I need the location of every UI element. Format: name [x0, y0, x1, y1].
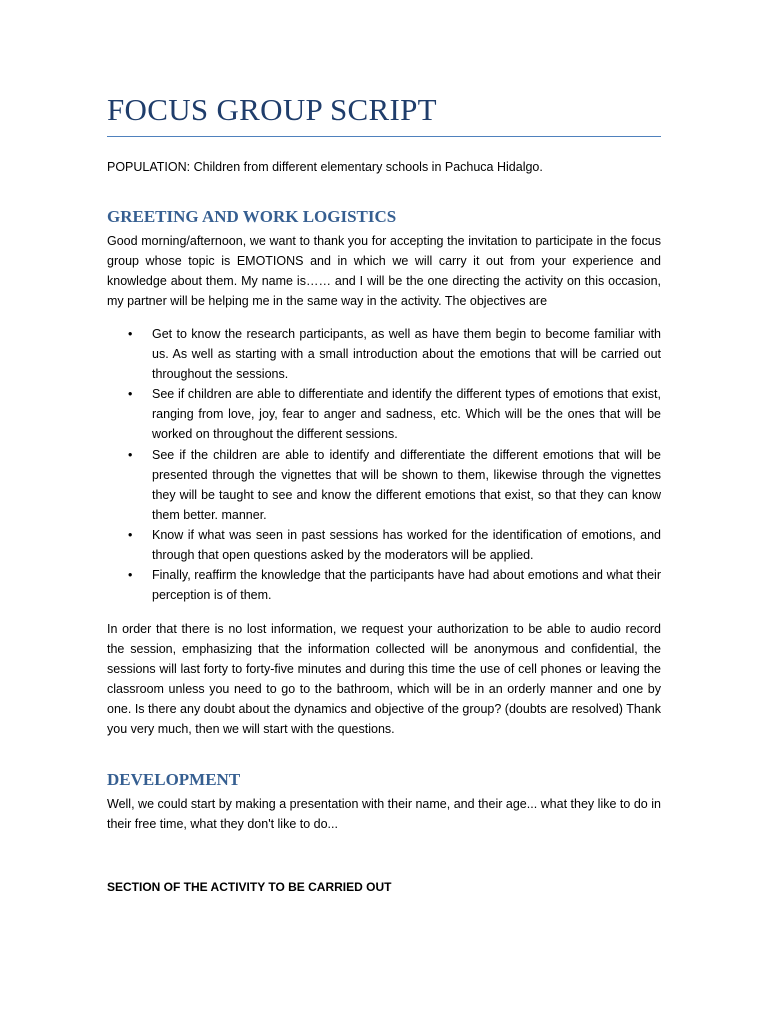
- objective-item: [107, 525, 661, 565]
- closing-paragraph: In order that there is no lost information, we request your authorization to be able to audio record the session, emphasizing that the information collected will be anonymous and confidential, the sessions will last forty to forty-five minutes and during this time the use of cell phones or leaving the classroom unless you need to go to the bathroom, which will be in an orderly manner and one by one. Is there any doubt about the dynamics and objective of the group? (doubts are resolved) Thank you very much, then we will start with the questions.: [107, 622, 661, 737]
- document-title: FOCUS GROUP SCRIPT: [107, 92, 437, 127]
- greeting-heading: GREETING AND WORK LOGISTICS: [107, 207, 397, 226]
- objectives-list: [107, 324, 661, 605]
- objective-text: See if the children are able to identify and differentiate the different emotions that will be presented through the vignettes that will be shown to them, likewise through the vignettes they will be taught to see and know the different emotions that exist, so that they can know them better. manner.: [152, 447, 661, 522]
- title-underline: [107, 136, 661, 137]
- objective-text: Get to know the research participants, as well as have them begin to become familiar with us. As well as starting with a small introduction about the emotions that will be carried out throughout the sessions.: [152, 327, 661, 382]
- bullet-icon: •: [128, 447, 133, 462]
- bullet-icon: •: [128, 387, 133, 402]
- development-heading: DEVELOPMENT: [107, 770, 241, 789]
- development-paragraph: Well, we could start by making a presentation with their name, and their age... what they like to do in their free time, what they don't like to do...: [107, 797, 661, 832]
- greeting-intro-paragraph: Good morning/afternoon, we want to thank you for accepting the invitation to participate in the focus group whose topic is EMOTIONS and in which we will carry it out from your experience and knowledge about them. My name is…… and I will be the one directing the activity on this occasion, my partner will be helping me in the same way in the activity. The objectives are: [107, 234, 661, 309]
- objective-item: [107, 565, 661, 605]
- objective-text: Know if what was seen in past sessions has worked for the identification of emotions, and through that open questions asked by the moderators will be applied.: [152, 527, 661, 563]
- objective-text: Finally, reaffirm the knowledge that the participants have had about emotions and what their perception is of them.: [152, 568, 661, 603]
- objective-text: See if children are able to differentiate and identify the different types of emotions that exist, ranging from love, joy, fear to anger and sadness, etc. Which will be the ones that will be worked on throughout the different sessions.: [152, 387, 661, 442]
- population-line: POPULATION: Children from different elementary schools in Pachuca Hidalgo.: [107, 160, 543, 174]
- objective-item: [107, 384, 661, 444]
- bullet-icon: •: [128, 327, 133, 341]
- activity-section-label: SECTION OF THE ACTIVITY TO BE CARRIED OUT: [107, 880, 392, 894]
- bullet-icon: •: [128, 568, 133, 583]
- objective-item: [107, 324, 661, 384]
- bullet-icon: •: [128, 527, 133, 542]
- objective-item: [107, 445, 661, 525]
